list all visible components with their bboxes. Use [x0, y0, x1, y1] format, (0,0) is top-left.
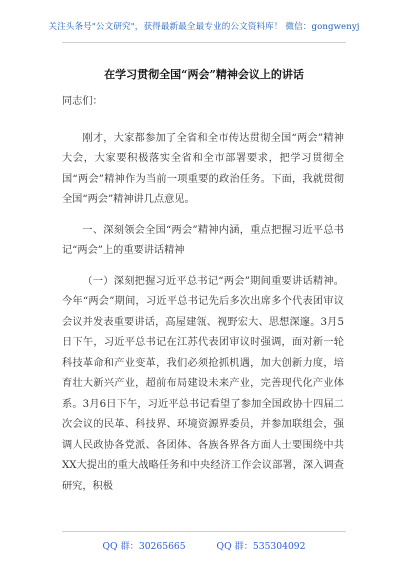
qq-group-2: QQ 群：535304092 — [216, 541, 306, 552]
paragraph-subsection-1: （一）深刻把握习近平总书记“两会”期间重要讲话精神。今年“两会”期间，习近平总书记先后多次出席多个代表团审议会议并发表重要讲话，高屋建瓴、视野宏大、思想深邃。3月5日下午，习近平总书记在江苏代表团审议时强调，面对新一轮科技革命和产业变革，我们必须抢抓机遇，加大创新力度，培育壮大新兴产业，超前布局建设未来产业，完善现代化产业体系。3月6日下午，习近平总书记看望了参加全国政协十四届二次会议的民革、科技界、环境资源界委员，并参加联组会，强调人民政协各党派、各团体、各族各界各方面人士要围绕中共XX大提出的重大战略任务和中央经济工作会议部署，深入调查研究，积极 — [62, 275, 344, 492]
paragraph-intro: 刚才，大家都参加了全省和全市传达贯彻全国“两会”精神大会，大家要积极落实全省和全市部署要求，把学习贯彻全国“两会”精神作为当前一项重要的政治任务。下面，我就贯彻全国“两会”精神讲几点意见。 — [62, 132, 344, 205]
footer-qq-groups — [0, 538, 408, 552]
salutation: 同志们： — [62, 96, 103, 107]
header-promo-note: 关注头条号"公文研究"，获得最新最全最专业的公文资料库！ 微信：gongwenyj — [48, 22, 360, 32]
document-body — [62, 92, 344, 507]
footer-divider — [62, 531, 346, 532]
qq-group-1: QQ 群：30265665 — [102, 541, 186, 552]
header-divider — [62, 42, 346, 43]
document-title: 在学习贯彻全国“两会”精神会议上的讲话 — [104, 68, 304, 81]
section-heading-1: 一、深刻领会全国“两会”精神内涵，重点把握习近平总书记“两会”上的重要讲话精神 — [62, 224, 344, 256]
